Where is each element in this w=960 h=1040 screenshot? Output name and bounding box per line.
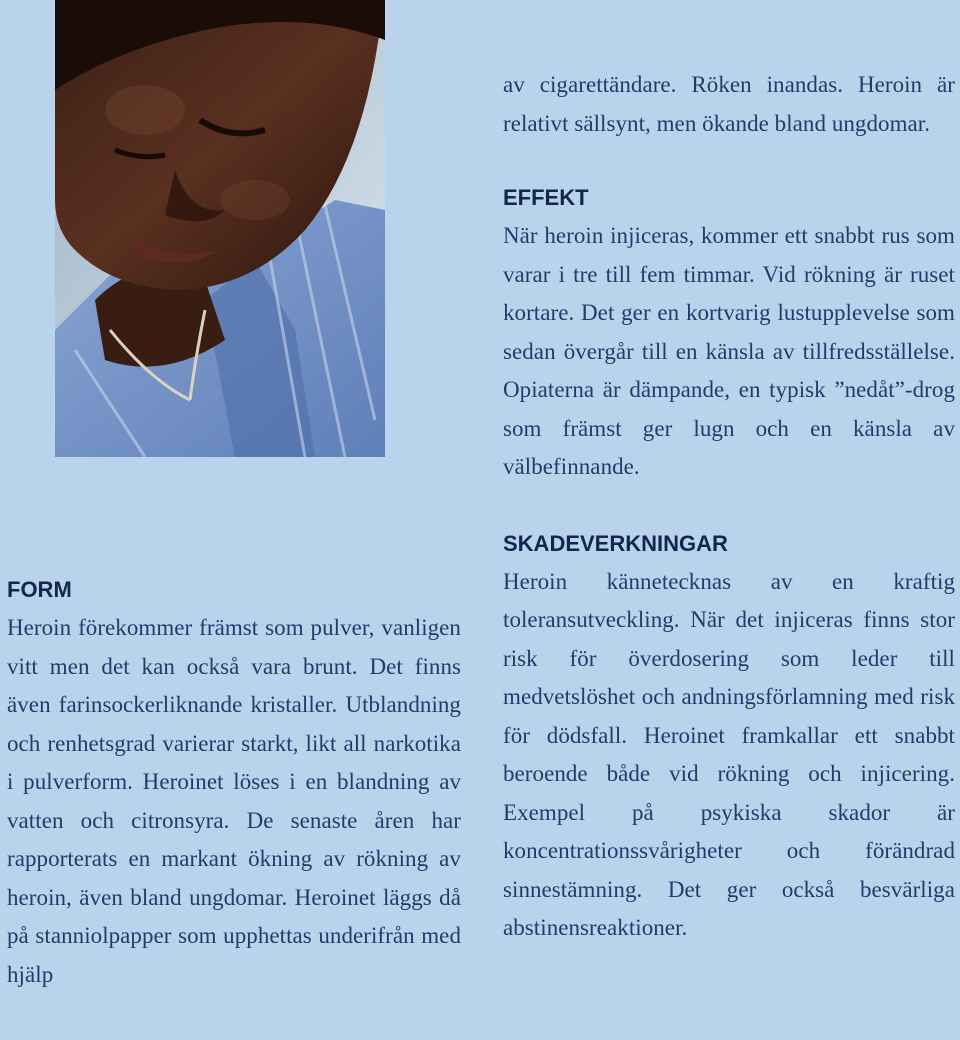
photo-illustration [55,0,385,457]
right-column [503,66,955,948]
skadeverkningar-paragraph: Heroin kännetecknas av en kraftig toleransutveckling. När det injiceras finns stor risk för överdosering som leder till medvetslöshet och andningsförlamning med risk för dödsfall. Heroinet framkallar ett snabbt beroende både vid rökning och injicering. Exempel på psykiska skador är koncentrationssvårigheter och förändrad sinnestämning. Det ger också besvärliga abstinensreaktioner. [503,568,955,940]
section-spacer [503,487,955,525]
form-paragraph: Heroin förekommer främst som pulver, vanligen vitt men det kan också vara brunt. Det finns även farinsockerliknande kristaller. Utblandning och renhetsgrad varierar starkt, likt all narkotika i pulverform. Heroinet löses i en blandning av vatten och citronsyra. De senaste åren har rapporterats en markant ökning av rökning av heroin, även bland ungdomar. Heroinet läggs då på stanniolpapper som upphettas underifrån med hjälp [7,615,461,987]
intro-continued-paragraph: av cigarettändare. Röken inandas. Heroin är relativt sällsynt, men ökande bland ungdomar. [503,72,955,136]
section-spacer [503,143,955,179]
skadeverkningar-heading: SKADEVERKNINGAR [503,530,728,556]
effekt-heading: EFFEKT [503,185,589,210]
effekt-paragraph: När heroin injiceras, kommer ett snabbt rus som varar i tre till fem timmar. Vid rökning är ruset kortare. Det ger en kortvarig lustupplevelse som sedan övergår till en känsla av tillfredsställelse. Opiaterna är dämpande, en typisk ”nedåt”-drog som främst ger lugn och en känsla av välbefinnande. [503,223,955,479]
form-heading: FORM [7,577,72,602]
photo-boy-looking-down [55,0,385,457]
left-column [7,571,461,994]
